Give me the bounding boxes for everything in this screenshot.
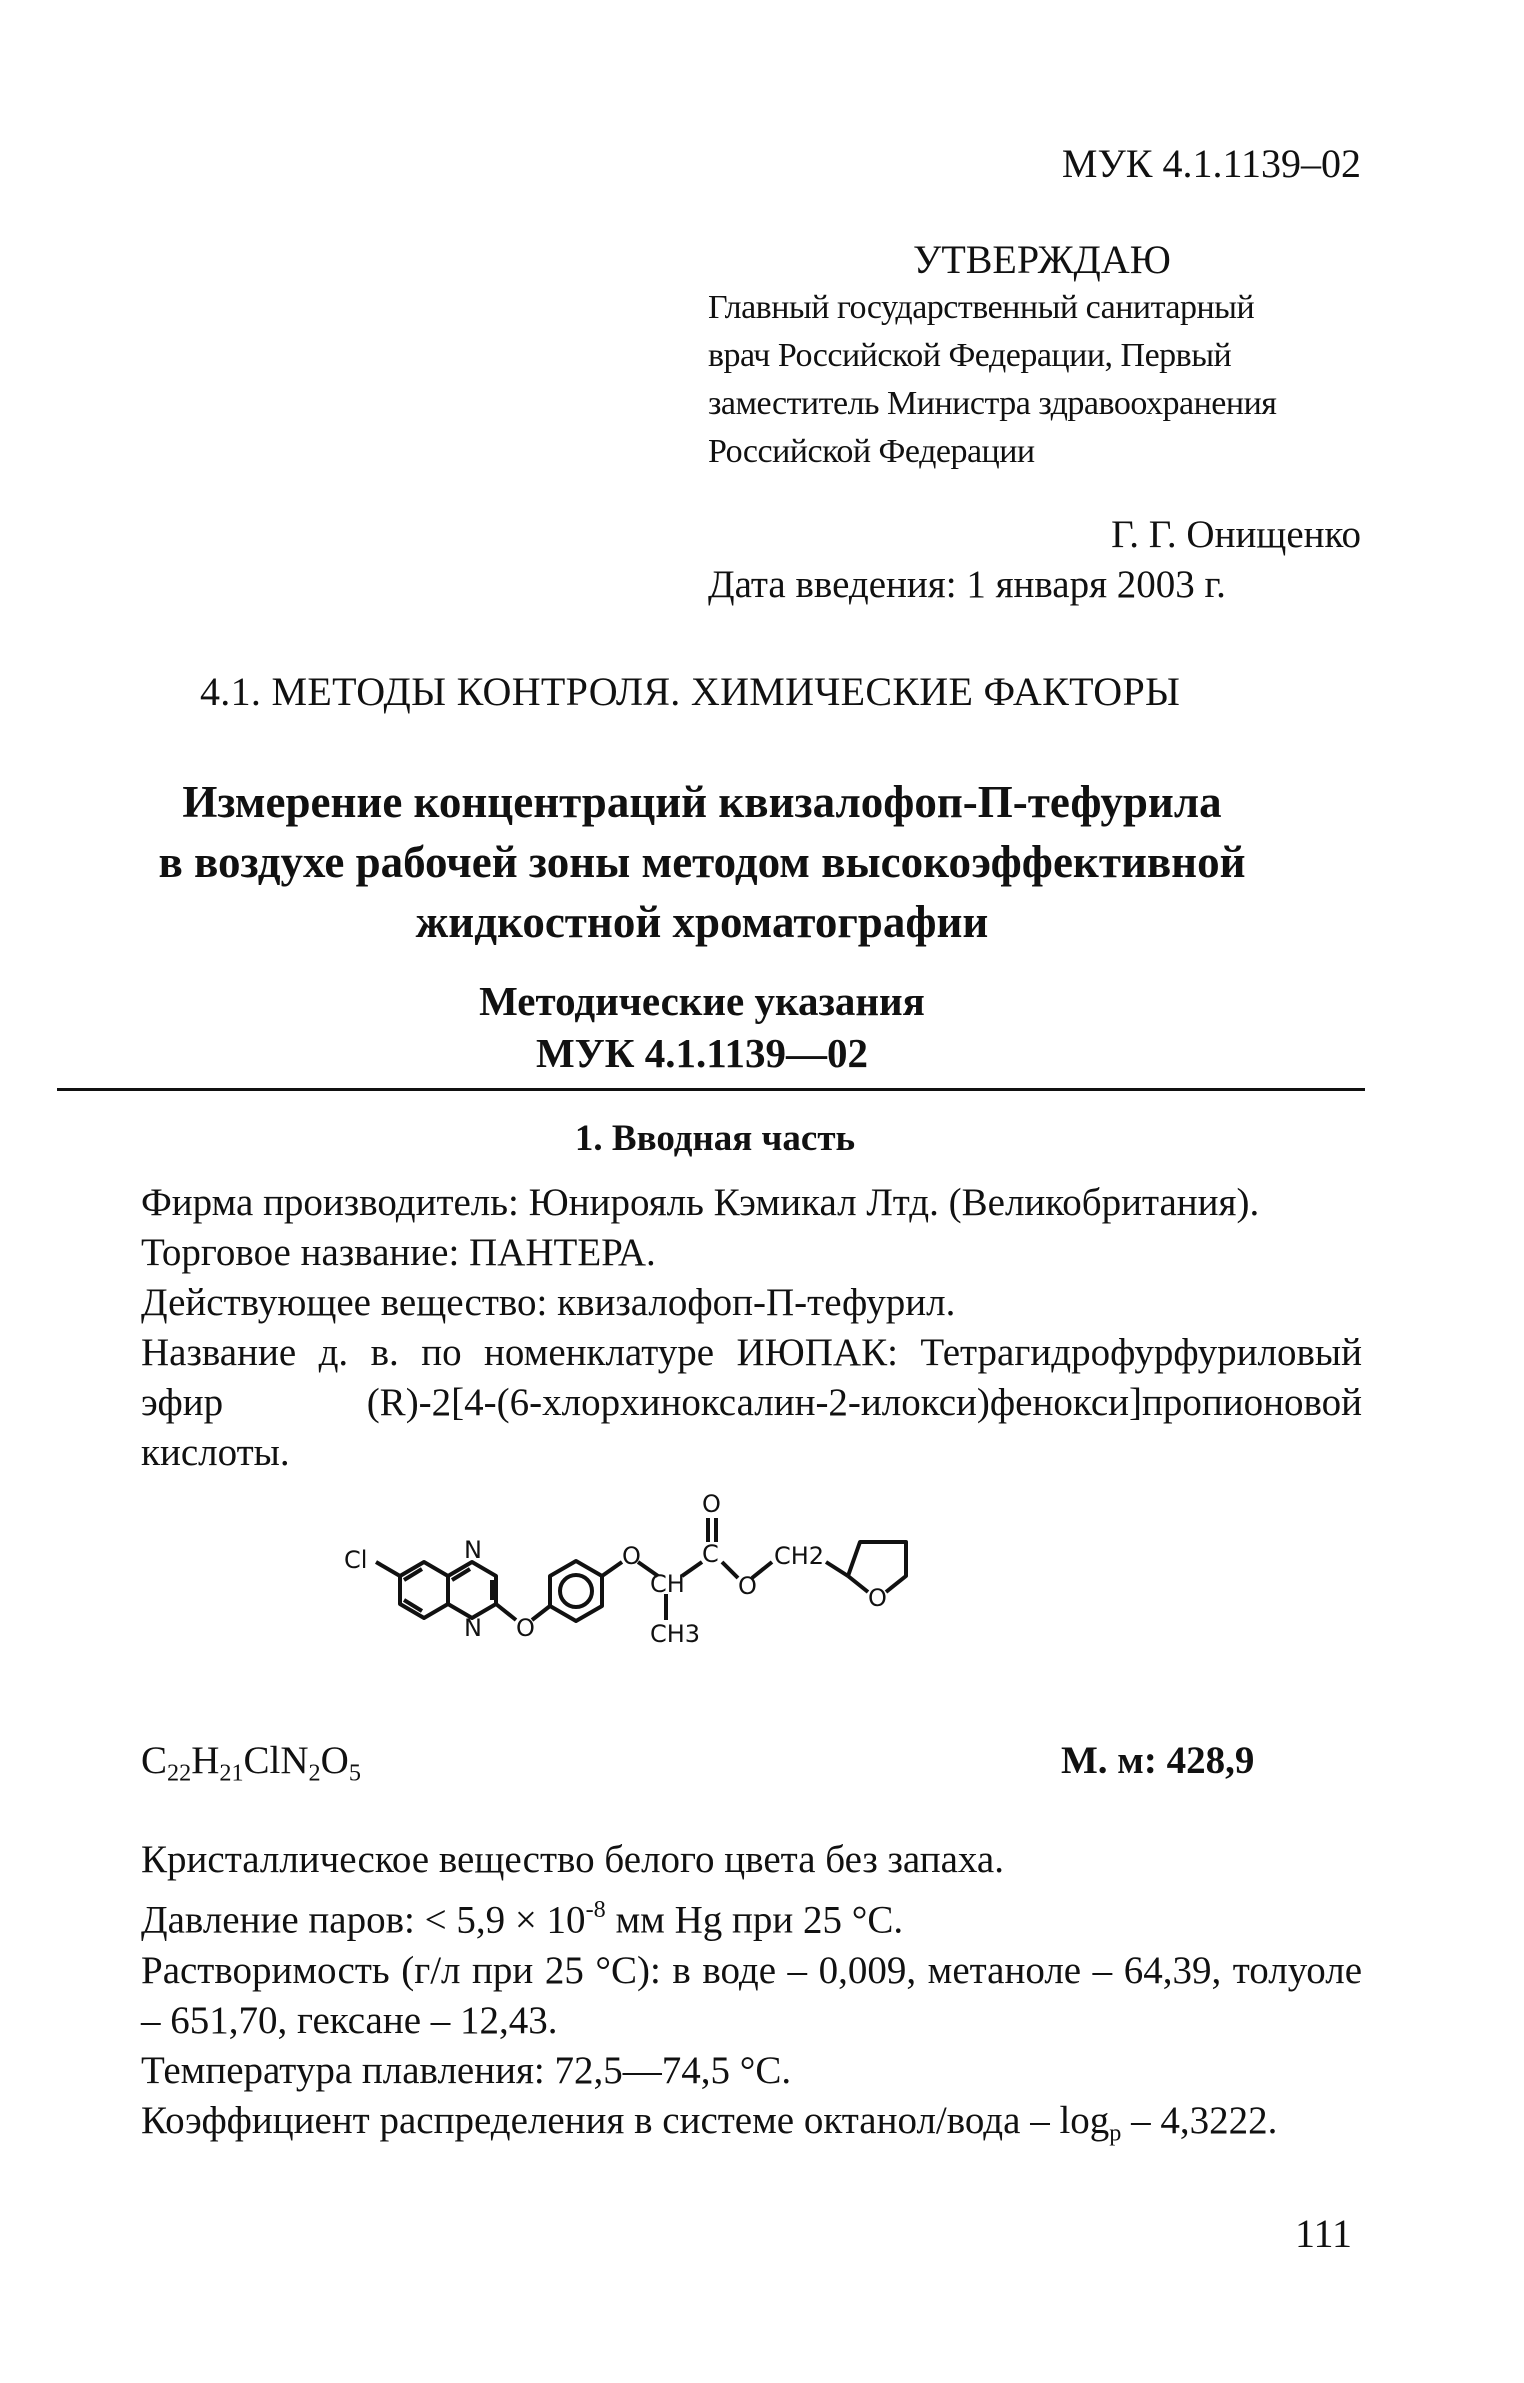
active-substance-text: Действующее вещество: квизалофоп-П-тефурил. [141, 1281, 956, 1324]
benzene-ring-left [400, 1562, 448, 1618]
intro-heading: 1. Вводная часть [574, 1118, 856, 1159]
subtitle-line-2: МУК 4.1.1139—02 [535, 1030, 868, 1076]
section-header: 4.1. МЕТОДЫ КОНТРОЛЯ. ХИМИЧЕСКИЕ ФАКТОРЫ [200, 669, 1181, 714]
molar-mass: М. м: 428,9 [1061, 1739, 1255, 1782]
introduction-date [708, 562, 1226, 607]
label-o-ring: O [868, 1584, 887, 1612]
properties-paragraphs [141, 1835, 1362, 2158]
pyrazine-ring [448, 1562, 496, 1618]
trade-name-text: Торговое название: ПАНТЕРА. [141, 1231, 656, 1274]
appearance-text: Кристаллическое вещество белого цвета без запаха. [141, 1838, 1004, 1881]
date-label: Дата введения: [708, 563, 957, 606]
approval-heading: УТВЕРЖДАЮ [913, 237, 1171, 282]
partition-coefficient-text: Коэффициент распределения в системе октанол/вода – $\log_p - 4,3222$. [141, 2098, 1278, 2146]
document-title [0, 772, 1404, 952]
title-line-2: в воздухе рабочей зоны методом высокоэффективной [158, 837, 1246, 887]
manufacturer-text: Фирма производитель: Юнирояль Кэмикал Лтд. (Великобритания). [141, 1181, 1260, 1224]
label-o-ester: O [738, 1572, 757, 1600]
label-ch2: CH2 [774, 1542, 825, 1570]
approval-line-2: врач Российской Федерации, Первый [708, 337, 1232, 374]
structural-formula [340, 1480, 1080, 1660]
iupac-name-text: Название д. в. по номенклатуре ИЮПАК: Тетрагидрофурфуриловый эфир (R)-2[4-(6-хлорхиноксалин-2-илокси)фенокси]пропионовой кислоты. [141, 1331, 1362, 1474]
label-n-bottom: N [464, 1614, 482, 1642]
label-ch: CH [650, 1570, 685, 1598]
label-ch3: CH3 [650, 1620, 701, 1648]
page-number: 111 [1294, 2211, 1352, 2256]
document-subtitle [0, 975, 1404, 1079]
horizontal-rule [57, 1088, 1365, 1091]
title-line-1: Измерение концентраций квизалофоп-П-тефурила [182, 777, 1222, 827]
approval-block [708, 236, 1368, 476]
chemical-formula: $C_{22}H_{21}ClN_2O_5$ [141, 1739, 361, 1787]
label-n-top: N [464, 1536, 482, 1564]
subtitle-line-1: Методические указания [479, 978, 925, 1024]
intro-paragraphs [141, 1178, 1362, 1478]
signer-name: Г. Г. Онищенко [1111, 513, 1361, 556]
document-code-header: МУК 4.1.1139–02 [1061, 141, 1361, 186]
vapor-pressure-text: Давление паров: < $5,9 \times 10^{-8}$ мм Hg при 25 °С. [141, 1896, 904, 1942]
date-value: 1 января 2003 г. [966, 563, 1226, 606]
approval-line-4: Российской Федерации [708, 433, 1035, 470]
label-c: C [702, 1540, 719, 1568]
phenylene-ring [550, 1561, 602, 1621]
solubility-text: Растворимость (г/л при 25 °С): в воде – 0,009, метаноле – 64,39, толуоле – 651,70, гексане – 12,43. [141, 1948, 1362, 2042]
approval-line-1: Главный государственный санитарный [708, 289, 1255, 326]
label-o-carbonyl: O [702, 1490, 721, 1518]
label-o-link2: O [622, 1542, 641, 1570]
label-o-link1: O [516, 1614, 535, 1642]
title-line-3: жидкостной хроматографии [415, 897, 989, 947]
melting-point-text: Температура плавления: 72,5—74,5 °С. [141, 2048, 792, 2092]
label-cl: Cl [344, 1546, 368, 1574]
approval-line-3: заместитель Министра здравоохранения [708, 385, 1277, 422]
